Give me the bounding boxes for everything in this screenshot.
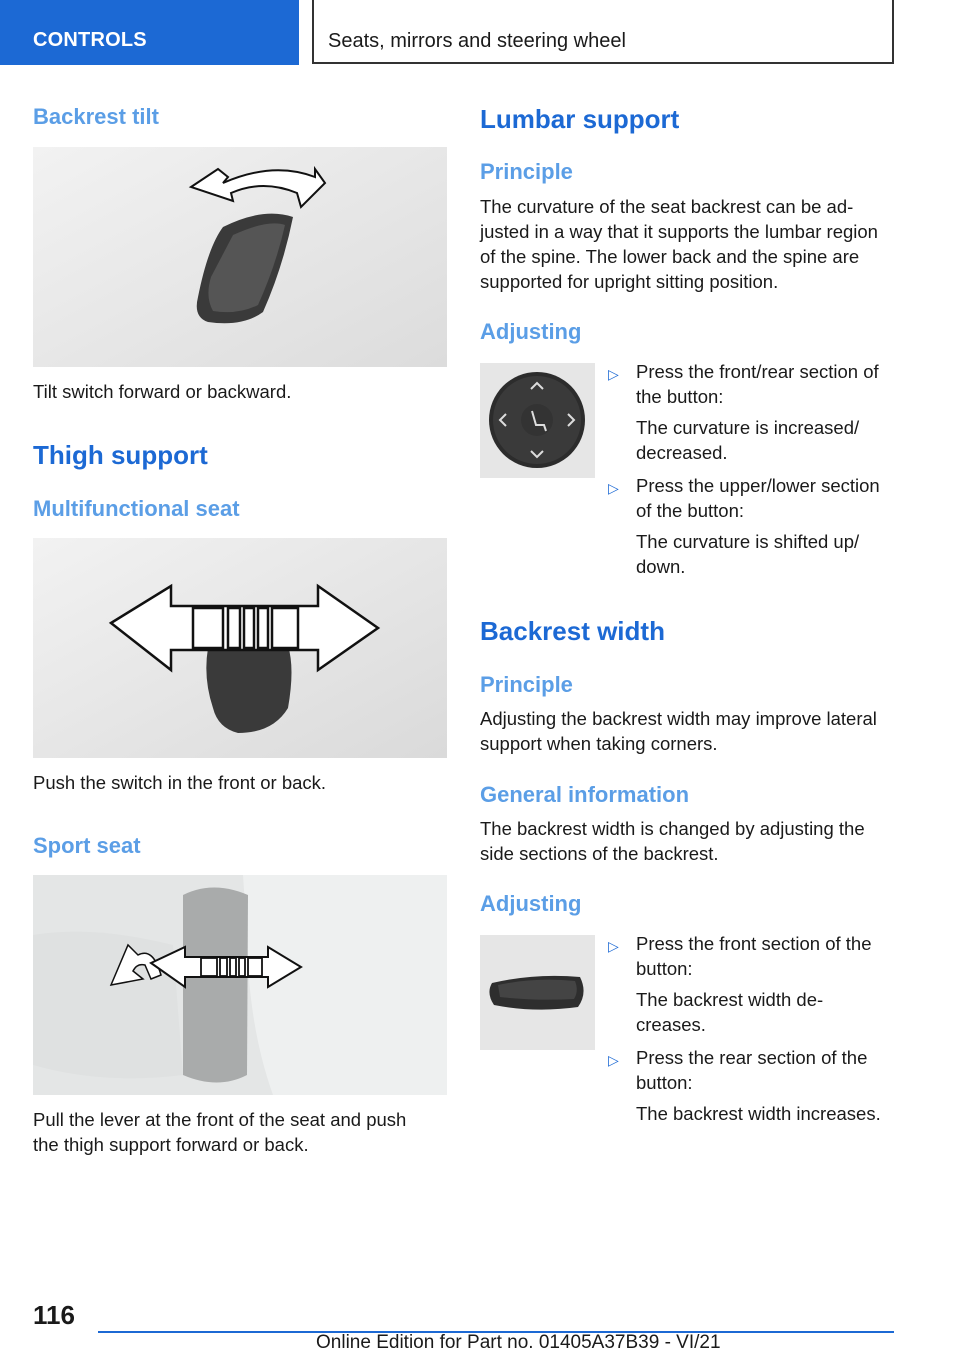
sport-seat-heading: Sport seat bbox=[33, 833, 141, 858]
sport-seat-image bbox=[33, 875, 447, 1095]
backrest-width-heading: Backrest width bbox=[480, 616, 665, 646]
width-principle-line-2: support when taking corners. bbox=[480, 733, 718, 754]
general-information-line-1: The backrest width is changed by adjusting the bbox=[480, 818, 865, 839]
lumbar-principle-line-3: of the spine. The lower back and the spine are bbox=[480, 246, 860, 267]
bullet-triangle-icon: ▷ bbox=[608, 938, 619, 954]
lumbar-adjusting-heading: Adjusting bbox=[480, 319, 582, 344]
lumbar-bullet-2: ▷ Press the upper/lower section of the button: The curvature is shifted up/ down. bbox=[608, 475, 880, 577]
section-tab bbox=[0, 0, 299, 65]
multifunctional-seat-caption: Push the switch in the front or back. bbox=[33, 772, 327, 793]
backrest-width-button-image bbox=[480, 935, 595, 1050]
thigh-support-heading: Thigh support bbox=[33, 440, 208, 470]
lumbar-principle-heading: Principle bbox=[480, 159, 573, 184]
width-bullet-2: ▷ Press the rear section of the button: The backrest width increases. bbox=[608, 1047, 881, 1124]
multifunctional-seat-image bbox=[33, 538, 447, 758]
width-principle-heading: Principle bbox=[480, 672, 573, 697]
bullet-triangle-icon: ▷ bbox=[608, 1052, 619, 1068]
sport-seat-caption-1: Pull the lever at the front of the seat and push bbox=[33, 1109, 407, 1130]
multifunctional-seat-heading: Multifunctional seat bbox=[33, 496, 240, 521]
lumbar-support-heading: Lumbar support bbox=[480, 104, 680, 134]
bullet-triangle-icon: ▷ bbox=[608, 480, 619, 496]
chapter-title: Seats, mirrors and steering wheel bbox=[328, 30, 626, 52]
chapter-tab bbox=[312, 0, 894, 64]
section-title: CONTROLS bbox=[33, 29, 147, 51]
width-adjusting-heading: Adjusting bbox=[480, 891, 582, 916]
lumbar-principle-line-1: The curvature of the seat backrest can be ad- bbox=[480, 196, 854, 217]
lumbar-principle-line-2: justed in a way that it supports the lumbar region bbox=[480, 221, 878, 242]
general-information-line-2: side sections of the backrest. bbox=[480, 843, 719, 864]
edition-info: Online Edition for Part no. 01405A37B39 - VI/21 bbox=[316, 1332, 721, 1353]
sport-seat-caption-2: the thigh support forward or back. bbox=[33, 1134, 309, 1155]
general-information-heading: General information bbox=[480, 782, 690, 807]
lumbar-bullet-1: ▷ Press the front/rear section of the button: The curvature is increased/ decreased. bbox=[608, 361, 879, 463]
width-principle-line-1: Adjusting the backrest width may improve lateral bbox=[480, 708, 877, 729]
bullet-triangle-icon: ▷ bbox=[608, 366, 619, 382]
backrest-tilt-caption: Tilt switch forward or backward. bbox=[33, 381, 292, 402]
width-bullet-1: ▷ Press the front section of the button: The backrest width de- creases. bbox=[608, 933, 872, 1035]
page-number: 116 bbox=[33, 1300, 75, 1330]
backrest-tilt-heading: Backrest tilt bbox=[33, 104, 159, 129]
lumbar-principle-line-4: supported for upright sitting position. bbox=[480, 271, 779, 292]
backrest-tilt-image bbox=[33, 147, 447, 367]
lumbar-button-image bbox=[480, 363, 595, 478]
